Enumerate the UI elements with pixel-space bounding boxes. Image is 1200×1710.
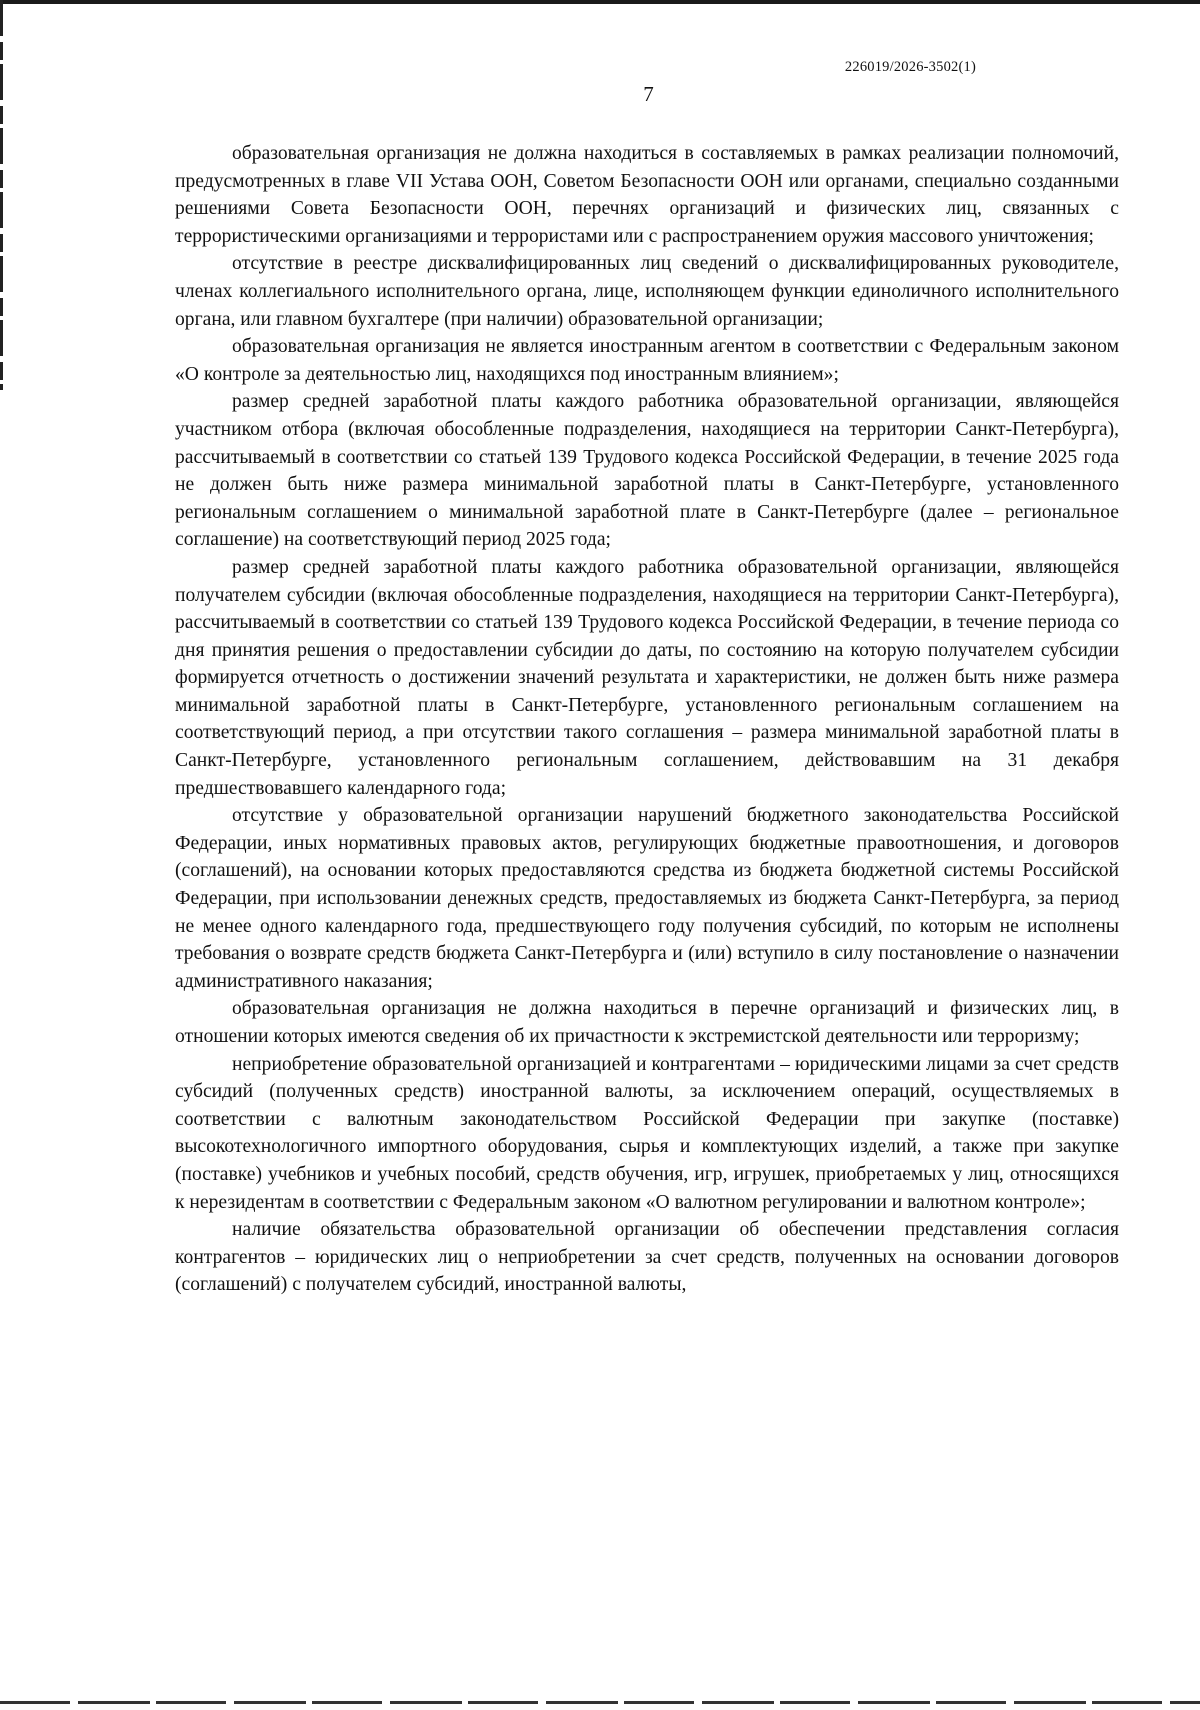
paragraph-salary-participant: размер средней заработной платы каждого работника образовательной организации, являющейся участником отбора (включая обособленные подразделения, находящиеся на территории Санкт-Петербурга), рассчитываемый в соответствии со статьей 139 Трудового кодекса Российской Федерации, в течение 2025 года не должен быть ниже размера минимальной заработной платы в Санкт-Петербурге, установленного региональным соглашением о минимальной заработной плате в Санкт-Петербурге (далее – региональное соглашение) на соответствующий период 2025 года;	[175, 391, 1119, 551]
paragraph-contractor-consent: наличие обязательства образовательной организации об обеспечении представления согласия контрагентов – юридических лиц о неприобретении за счет средств, полученных на основании договоров (соглашений) с получателем субсидий, иностранной валюты,	[175, 1219, 1119, 1296]
paragraph-budget-violations: отсутствие у образовательной организации нарушений бюджетного законодательства Российской Федерации, иных нормативных правовых актов, регулирующих бюджетные правоотношения, и договоров (соглашений), на основании которых предоставляются средства из бюджета бюджетной системы Российской Федерации, при использовании денежных средств, предоставляемых из бюджета Санкт-Петербурга, за период не менее одного календарного года, предшествующего году получения субсидий, по которым не исполнены требования о возврате средств бюджета Санкт-Петербурга и (или) вступило в силу постановление о назначении административного наказания;	[175, 805, 1119, 992]
scan-bottom-edge	[0, 1701, 1200, 1704]
document-number: 226019/2026-3502(1)	[844, 59, 976, 75]
document-body	[175, 140, 1119, 1299]
paragraph-foreign-agent: образовательная организация не является иностранным агентом в соответствии с Федеральным законом «О контроле за деятельностью лиц, находящихся под иностранным влиянием»;	[175, 336, 1119, 385]
paragraph-foreign-currency: неприобретение образовательной организацией и контрагентами – юридическими лицами за счет средств субсидий (полученных средств) иностранной валюты, за исключением операций, осуществляемых в соответствии с валютным законодательством Российской Федерации при закупке (поставке) высокотехнологичного импортного оборудования, сырья и комплектующих изделий, а также при закупке (поставке) учебников и учебных пособий, средств обучения, игр, игрушек, приобретаемых у лиц, относящихся к нерезидентам в соответствии с Федеральным законом «О валютном регулировании и валютном контроле»;	[175, 1053, 1119, 1213]
paragraph-salary-recipient: размер средней заработной платы каждого работника образовательной организации, являющейся получателем субсидии (включая обособленные подразделения, находящиеся на территории Санкт-Петербурга), рассчитываемый в соответствии со статьей 139 Трудового кодекса Российской Федерации, в течение периода со дня принятия решения о предоставлении субсидии до даты, по состоянию на которую получателем субсидии формируется отчетность о достижении значений результата и характеристики, не должен быть ниже размера минимальной заработной платы в Санкт-Петербурге, установленного региональным соглашением на соответствующий период, а при отсутствии такого соглашения – размера минимальной заработной платы в Санкт-Петербурге, установленного региональным соглашением, действовавшим на 31 декабря предшествовавшего календарного года;	[175, 556, 1119, 799]
paragraph-extremism-list: образовательная организация не должна находиться в перечне организаций и физических лиц, в отношении которых имеются сведения об их причастности к экстремистской деятельности или терроризму;	[175, 998, 1119, 1047]
paragraph-un-sanctions-list: образовательная организация не должна находиться в составляемых в рамках реализации полномочий, предусмотренных в главе VII Устава ООН, Советом Безопасности ООН или органами, специально созданными решениями Совета Безопасности ООН, перечнях организаций и физических лиц, связанных с террористическими организациями и террористами или с распространением оружия массового уничтожения;	[175, 143, 1119, 247]
scan-top-edge	[0, 0, 1200, 4]
scan-left-edge	[0, 0, 3, 390]
paragraph-disqualified-persons: отсутствие в реестре дисквалифицированных лиц сведений о дисквалифицированных руководителе, членах коллегиального исполнительного органа, лице, исполняющем функции единоличного исполнительного органа, или главном бухгалтере (при наличии) образовательной организации;	[175, 253, 1119, 330]
page-number: 7	[643, 82, 654, 106]
